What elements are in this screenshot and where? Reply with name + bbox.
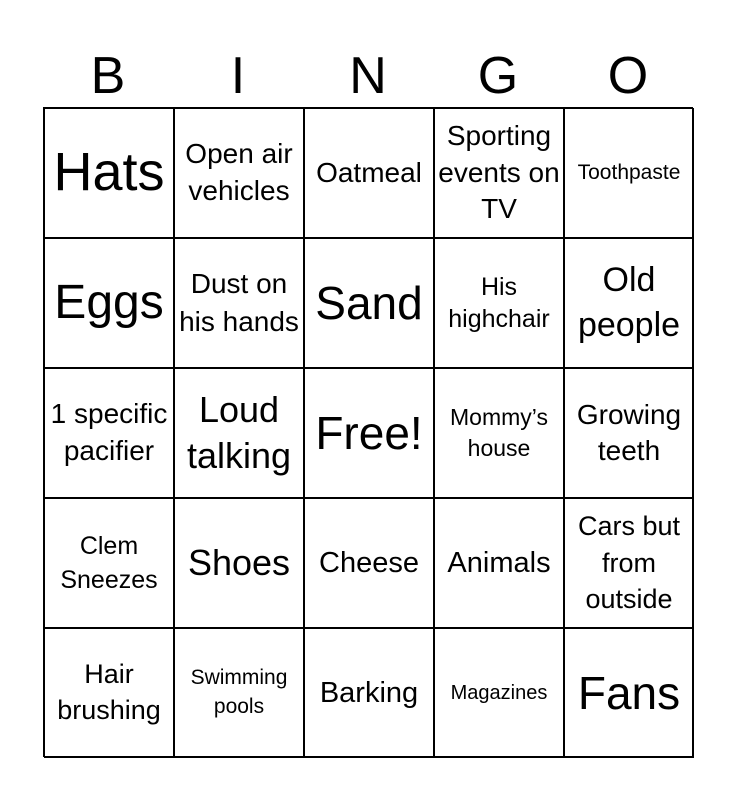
bingo-cell-label: Barking [319,676,419,709]
bingo-cell[interactable] [564,368,694,498]
bingo-cell-label: Mommy’s house [450,403,548,461]
bingo-cell[interactable] [174,498,304,628]
bingo-cell-label: Swimming pools [190,666,288,718]
bingo-cell[interactable] [434,238,564,368]
bingo-cell[interactable] [564,628,694,758]
bingo-cell[interactable] [564,498,694,628]
bingo-cell-label: Magazines [450,682,548,704]
bingo-cell-label: Dust on his hands [179,267,299,337]
bingo-cell-label: Sporting events on TV [438,119,560,225]
bingo-cell-label: Eggs [54,275,164,329]
bingo-cell-label: Loud talking [186,388,292,476]
bingo-cell-label: His highchair [448,272,550,333]
bingo-cell[interactable] [434,628,564,758]
bingo-cell[interactable] [174,108,304,238]
bingo-cell-label: Animals [447,546,551,579]
bingo-cell[interactable] [304,108,434,238]
bingo-cell[interactable] [304,498,434,628]
bingo-cell[interactable] [434,108,564,238]
header-letter-i: I [230,47,246,105]
bingo-cell-label: Fans [577,666,681,719]
header-letter-o: O [607,47,649,105]
bingo-cell[interactable] [44,108,174,238]
header-letter-b: B [90,47,126,105]
bingo-cell-label: Hair brushing [57,659,161,725]
bingo-cell-label: Cheese [319,546,419,579]
bingo-cell-label: Toothpaste [577,161,681,185]
header-letter-g: G [477,47,519,105]
bingo-cell-label: Shoes [187,542,291,584]
bingo-cell[interactable] [174,628,304,758]
bingo-cell-label: Hats [53,142,165,203]
bingo-cell[interactable] [434,368,564,498]
bingo-cell[interactable] [304,238,434,368]
header-letter-n: N [349,47,387,105]
bingo-cell-label: Open air vehicles [185,138,293,206]
bingo-cell[interactable] [44,628,174,758]
bingo-cell[interactable] [174,238,304,368]
bingo-cell[interactable] [304,628,434,758]
bingo-header [43,46,693,106]
bingo-cell-label: Sand [315,276,423,329]
bingo-cell-label: Growing teeth [576,398,682,466]
bingo-cell[interactable] [564,238,694,368]
bingo-cell-label: Old people [577,261,681,344]
bingo-cell-label: Clem Sneezes [60,531,158,594]
bingo-cell-label: 1 specific pacifier [50,398,168,466]
bingo-cell[interactable] [44,498,174,628]
bingo-cell[interactable] [44,368,174,498]
bingo-cell[interactable] [174,368,304,498]
bingo-cell[interactable] [44,238,174,368]
bingo-cell[interactable] [434,498,564,628]
bingo-cell[interactable] [304,368,434,498]
bingo-cell-label: Oatmeal [316,157,422,189]
bingo-cell-label: Free! [315,406,423,459]
bingo-cell[interactable] [564,108,694,238]
bingo-cell-label: Cars but from outside [577,511,681,615]
bingo-card [43,107,693,757]
